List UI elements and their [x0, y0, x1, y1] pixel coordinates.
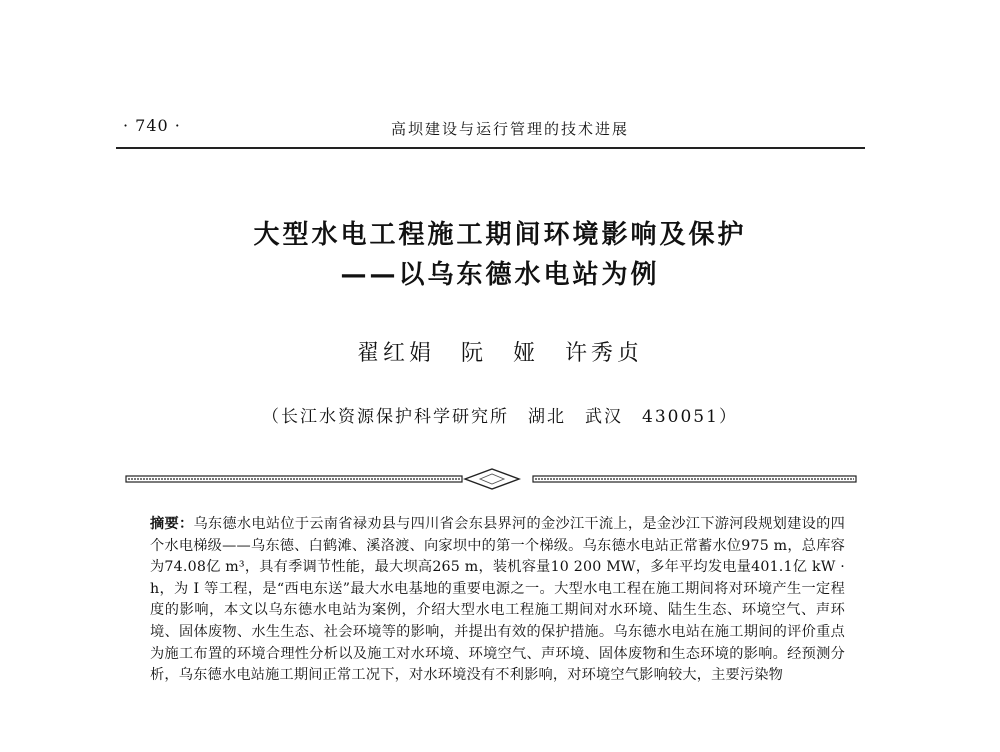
header-rule: [116, 147, 865, 149]
abstract-label: 摘要：: [150, 516, 194, 532]
abstract-paragraph: [150, 514, 845, 687]
section-divider-ornament: [0, 466, 1000, 492]
running-header-title: 高坝建设与运行管理的技术进展: [390, 120, 629, 138]
abstract-text: 乌东德水电站位于云南省禄劝县与四川省会东县界河的金沙江干流上，是金沙江下游河段规划建设的四个水电梯级——乌东德、白鹤滩、溪洛渡、向家坝中的第一个梯级。乌东德水电站正常蓄水位975 m，总库容为74.08亿 m³，具有季调节性能，最大坝高265 m，装机容量10 200 MW，多年平均发电量401.1亿 kW · h，为 I 等工程，是“西电东送”最大水电基地的重要电源之一。大型水电工程在施工期间将对环境产生一定程度的影响，本文以乌东德水电站为案例，介绍大型水电工程施工期间对水环境、陆生生态、环境空气、声环境、固体废物、水生生态、社会环境等的影响，并提出有效的保护措施。乌东德水电站在施工期间的评价重点为施工布置的环境合理性分析以及施工对水环境、环境空气、声环境、固体废物和生态环境的影响。经预测分析，乌东德水电站施工期间正常工况下，对水环境没有不利影响，对环境空气影响较大，主要污染物: [150, 516, 845, 684]
author-list: 翟红娟 阮 娅 许秀贞: [356, 341, 643, 366]
author-affiliation: （长江水资源保护科学研究所 湖北 武汉 430051）: [262, 407, 738, 427]
page-number: · 740 ·: [123, 116, 181, 135]
article-title: 大型水电工程施工期间环境影响及保护: [253, 220, 747, 250]
article-subtitle: ——以乌东德水电站为例: [340, 260, 660, 290]
